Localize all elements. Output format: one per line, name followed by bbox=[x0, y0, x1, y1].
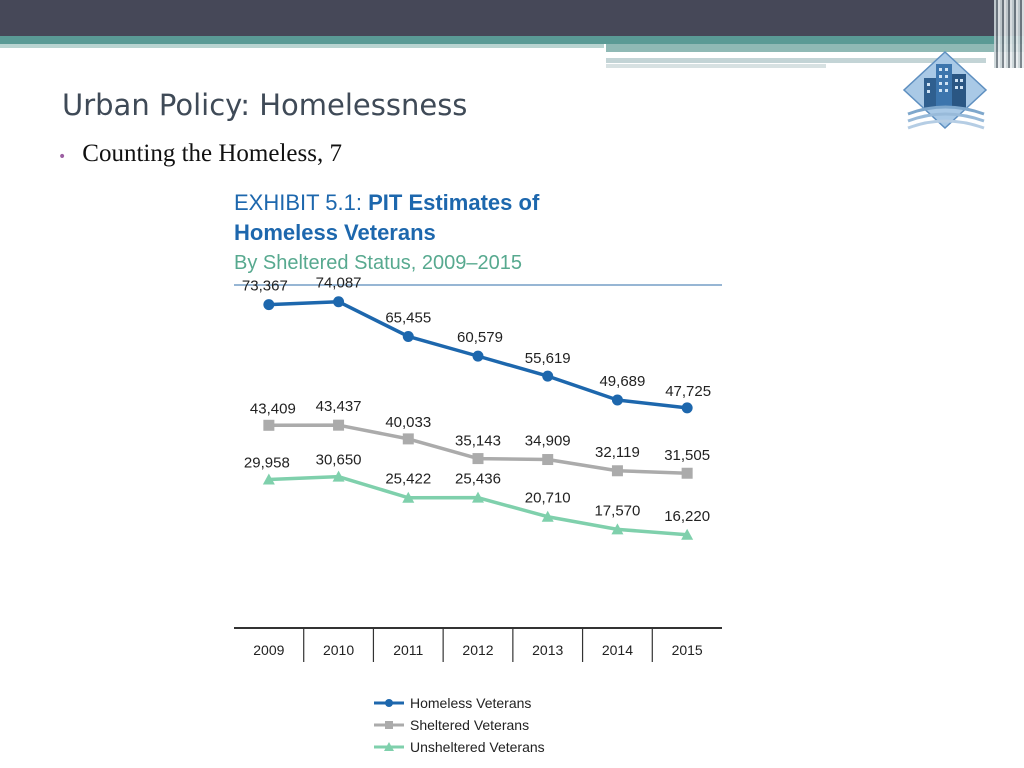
data-label-sheltered: 40,033 bbox=[385, 413, 432, 431]
data-point-sheltered bbox=[612, 465, 623, 476]
legend-label: Sheltered Veterans bbox=[410, 717, 530, 733]
data-label-unsheltered: 25,436 bbox=[455, 470, 501, 488]
data-label-sheltered: 34,909 bbox=[524, 432, 571, 450]
data-label-sheltered: 32,119 bbox=[595, 443, 640, 461]
x-tick-label: 2013 bbox=[532, 642, 564, 658]
exhibit-title-line2: Homeless Veterans bbox=[234, 220, 436, 245]
x-tick-label: 2014 bbox=[601, 642, 634, 658]
slide-title: Urban Policy: Homelessness bbox=[62, 88, 468, 122]
exhibit-title-main: PIT Estimates of bbox=[368, 190, 540, 215]
data-label-homeless: 47,725 bbox=[665, 382, 712, 400]
data-point-sheltered bbox=[473, 453, 484, 464]
data-point-sheltered bbox=[333, 420, 344, 431]
legend-marker-circle-icon bbox=[374, 697, 404, 709]
legend-marker-triangle-icon bbox=[374, 741, 404, 753]
legend-item-sheltered bbox=[374, 714, 545, 736]
legend-item-unsheltered bbox=[374, 736, 545, 758]
data-label-homeless: 55,619 bbox=[524, 350, 571, 368]
x-tick-label: 2010 bbox=[322, 642, 355, 658]
data-point-homeless bbox=[682, 402, 693, 413]
data-label-sheltered: 31,505 bbox=[664, 447, 711, 465]
data-label-sheltered: 43,409 bbox=[249, 400, 296, 418]
data-point-homeless bbox=[473, 351, 484, 362]
data-label-homeless: 73,367 bbox=[241, 277, 288, 295]
x-tick-label: 2012 bbox=[462, 642, 494, 658]
data-label-sheltered: 35,143 bbox=[455, 432, 501, 450]
x-tick-label: 2009 bbox=[253, 642, 285, 658]
data-label-sheltered: 43,437 bbox=[315, 398, 362, 416]
data-label-unsheltered: 30,650 bbox=[315, 451, 362, 469]
legend-marker-square-icon bbox=[374, 719, 404, 731]
data-label-homeless: 49,689 bbox=[599, 372, 646, 390]
x-tick-label: 2015 bbox=[671, 642, 703, 658]
chart-legend bbox=[374, 692, 545, 758]
x-tick-label: 2011 bbox=[393, 642, 424, 658]
legend-label: Unsheltered Veterans bbox=[410, 739, 545, 755]
data-label-unsheltered: 25,422 bbox=[385, 470, 432, 488]
bullet-text: Counting the Homeless, 7 bbox=[82, 140, 342, 167]
data-point-sheltered bbox=[403, 433, 414, 444]
data-point-homeless bbox=[333, 296, 344, 307]
data-point-homeless bbox=[263, 299, 274, 310]
data-point-sheltered bbox=[263, 420, 274, 431]
legend-label: Homeless Veterans bbox=[410, 695, 532, 711]
data-label-homeless: 65,455 bbox=[385, 309, 432, 327]
data-label-unsheltered: 20,710 bbox=[524, 489, 571, 507]
data-label-unsheltered: 16,220 bbox=[664, 507, 711, 525]
data-point-sheltered bbox=[682, 468, 693, 479]
exhibit-number: EXHIBIT 5.1: bbox=[234, 190, 369, 215]
bullet-dot-icon: • bbox=[58, 149, 67, 165]
data-point-sheltered bbox=[542, 454, 553, 465]
data-label-unsheltered: 29,958 bbox=[243, 454, 290, 472]
data-label-unsheltered: 17,570 bbox=[594, 502, 641, 520]
data-point-homeless bbox=[542, 371, 553, 382]
data-point-homeless bbox=[612, 394, 623, 405]
legend-item-homeless bbox=[374, 692, 545, 714]
data-label-homeless: 74,087 bbox=[315, 274, 362, 292]
data-label-homeless: 60,579 bbox=[457, 329, 503, 347]
exhibit-subtitle: By Sheltered Status, 2009–2015 bbox=[234, 252, 522, 274]
data-point-homeless bbox=[403, 331, 414, 342]
